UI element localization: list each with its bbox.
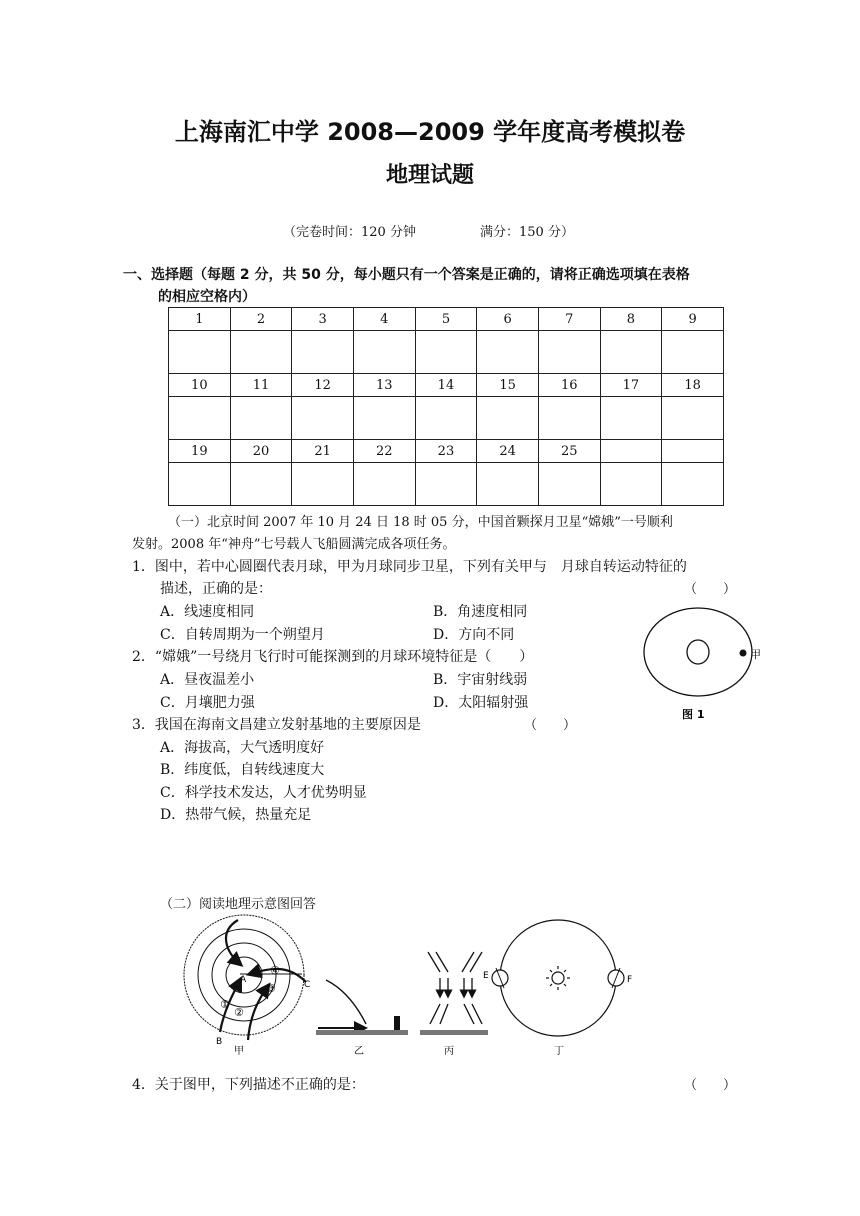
answer-cell[interactable] — [477, 397, 539, 440]
table-cell: 15 — [477, 374, 539, 397]
point-c-label: C — [304, 980, 311, 990]
table-cell: 13 — [353, 374, 415, 397]
point-f-label: F — [627, 975, 633, 985]
answer-cell[interactable] — [230, 397, 292, 440]
diagram-yi-label: 乙 — [354, 1046, 364, 1057]
answer-cell[interactable] — [353, 397, 415, 440]
table-cell: 10 — [169, 374, 231, 397]
circled-number-3: ③ — [266, 982, 276, 995]
question-3-option-a: A．海拔高，大气透明度好 — [160, 740, 325, 756]
figure-2-diagrams — [178, 912, 643, 1060]
passage1-line2: 发射。2008 年“神舟”七号载人飞船圆满完成各项任务。 — [132, 537, 456, 552]
answer-table — [168, 307, 724, 506]
point-b-label: B — [216, 1037, 223, 1047]
table-cell: 24 — [477, 440, 539, 463]
answer-cell[interactable] — [600, 397, 662, 440]
question-1-stem-line2: 描述，正确的是： — [160, 581, 272, 597]
answer-cell[interactable] — [169, 397, 231, 440]
answer-cell[interactable] — [353, 331, 415, 374]
moon-circle — [687, 640, 709, 664]
answer-cell[interactable] — [477, 331, 539, 374]
section1-instruction-line2: 的相应空格内） — [158, 289, 256, 305]
table-cell: 2 — [230, 308, 292, 331]
exam-title: 上海南汇中学 2008—2009 学年度高考模拟卷 — [174, 118, 686, 146]
question-2-option-a: A．昼夜温差小 — [160, 672, 255, 688]
satellite-dot — [740, 650, 747, 657]
question-1-answer-paren[interactable]: （ ） — [684, 582, 737, 597]
diagram-bing — [420, 952, 488, 1057]
figure-1-caption: 图 1 — [682, 708, 705, 721]
exam-score: 满分：150 分） — [480, 225, 574, 240]
answer-cell[interactable] — [353, 463, 415, 506]
answer-cell[interactable] — [292, 331, 354, 374]
answer-cell[interactable] — [292, 463, 354, 506]
circled-number-4: ④ — [270, 964, 280, 977]
answer-table-blank-row — [169, 463, 724, 506]
question-3-option-b: B．纬度低，自转线速度大 — [160, 762, 325, 778]
answer-cell[interactable] — [477, 463, 539, 506]
answer-cell[interactable] — [230, 463, 292, 506]
diagram-bing-label: 丙 — [444, 1046, 454, 1057]
answer-cell[interactable] — [169, 331, 231, 374]
table-cell — [600, 440, 662, 463]
question-3-answer-paren[interactable]: （ ） — [524, 718, 577, 733]
figure-1-orbit-diagram — [632, 600, 772, 725]
table-cell: 8 — [600, 308, 662, 331]
orbit-ellipse — [644, 608, 752, 696]
question-3-stem: 3．我国在海南文昌建立发射基地的主要原因是 — [132, 717, 421, 733]
question-3-option-c: C．科学技术发达，人才优势明显 — [160, 785, 367, 801]
question-1-option-b: B．角速度相同 — [433, 604, 528, 620]
answer-cell[interactable] — [600, 331, 662, 374]
table-cell: 5 — [415, 308, 477, 331]
circled-number-2: ② — [234, 1006, 244, 1019]
table-cell: 22 — [353, 440, 415, 463]
question-2-option-c: C．月壤肥力强 — [160, 695, 255, 711]
question-4-stem: 4．关于图甲，下列描述不正确的是： — [132, 1077, 365, 1093]
exam-subtitle: 地理试题 — [385, 163, 474, 188]
sun-icon — [552, 972, 564, 984]
table-cell: 4 — [353, 308, 415, 331]
diagram-jia — [184, 915, 310, 1057]
question-2-stem: 2．“嫦娥”一号绕月飞行时可能探测到的月球环境特征是（ ） — [132, 649, 534, 665]
answer-table-blank-row — [169, 397, 724, 440]
question-3-option-d: D．热带气候，热量充足 — [160, 807, 312, 823]
answer-cell[interactable] — [230, 331, 292, 374]
question-1-stem: 1．图中，若中心圆圈代表月球，甲为月球同步卫星，下列有关甲与 月球自转运动特征的 — [132, 559, 687, 575]
answer-cell[interactable] — [415, 397, 477, 440]
answer-cell[interactable] — [600, 463, 662, 506]
table-cell: 11 — [230, 374, 292, 397]
satellite-label: 甲 — [750, 648, 761, 661]
section1-instruction-line1: 一、选择题（每题 2 分，共 50 分，每小题只有一个答案是正确的，请将正确选项填在表格 — [123, 267, 690, 283]
diagram-yi — [316, 980, 408, 1057]
answer-cell[interactable] — [415, 331, 477, 374]
table-cell — [662, 440, 724, 463]
table-cell: 14 — [415, 374, 477, 397]
table-cell: 18 — [662, 374, 724, 397]
table-cell: 20 — [230, 440, 292, 463]
table-cell: 3 — [292, 308, 354, 331]
answer-table-number-row — [169, 440, 724, 463]
answer-cell[interactable] — [169, 463, 231, 506]
table-cell: 6 — [477, 308, 539, 331]
circled-number-1: ① — [220, 998, 230, 1011]
question-2-option-b: B．宇宙射线弱 — [433, 672, 528, 688]
answer-cell[interactable] — [415, 463, 477, 506]
question-4-answer-paren[interactable]: （ ） — [684, 1078, 737, 1093]
answer-table-blank-row — [169, 331, 724, 374]
question-1-option-c: C．自转周期为一个朔望月 — [160, 627, 325, 643]
answer-table-number-row — [169, 308, 724, 331]
exam-time: （完卷时间：120 分钟 — [283, 225, 416, 240]
question-2-option-d: D．太阳辐射强 — [433, 695, 529, 711]
answer-cell[interactable] — [538, 397, 600, 440]
answer-cell[interactable] — [538, 463, 600, 506]
question-1-option-a: A．线速度相同 — [160, 604, 255, 620]
table-cell: 12 — [292, 374, 354, 397]
answer-cell[interactable] — [662, 397, 724, 440]
passage2-intro: （二）阅读地理示意图回答 — [160, 897, 317, 912]
answer-cell[interactable] — [538, 331, 600, 374]
answer-table-number-row — [169, 374, 724, 397]
diagram-jia-label: 甲 — [234, 1046, 244, 1057]
diagram-ding — [483, 920, 632, 1057]
table-cell: 23 — [415, 440, 477, 463]
table-cell: 16 — [538, 374, 600, 397]
table-cell: 9 — [662, 308, 724, 331]
point-e-label: E — [483, 971, 489, 981]
table-cell: 19 — [169, 440, 231, 463]
passage1-line1: （一）北京时间 2007 年 10 月 24 日 18 时 05 分，中国首颗探月卫星“嫦娥”一号顺利 — [168, 515, 673, 530]
answer-cell[interactable] — [292, 397, 354, 440]
diagram-ding-label: 丁 — [554, 1046, 564, 1057]
table-cell: 1 — [169, 308, 231, 331]
table-cell: 7 — [538, 308, 600, 331]
table-cell: 21 — [292, 440, 354, 463]
answer-cell[interactable] — [662, 331, 724, 374]
question-1-option-d: D．方向不同 — [433, 627, 515, 643]
table-cell: 25 — [538, 440, 600, 463]
point-a-label: A — [240, 975, 247, 985]
table-cell: 17 — [600, 374, 662, 397]
answer-cell[interactable] — [662, 463, 724, 506]
